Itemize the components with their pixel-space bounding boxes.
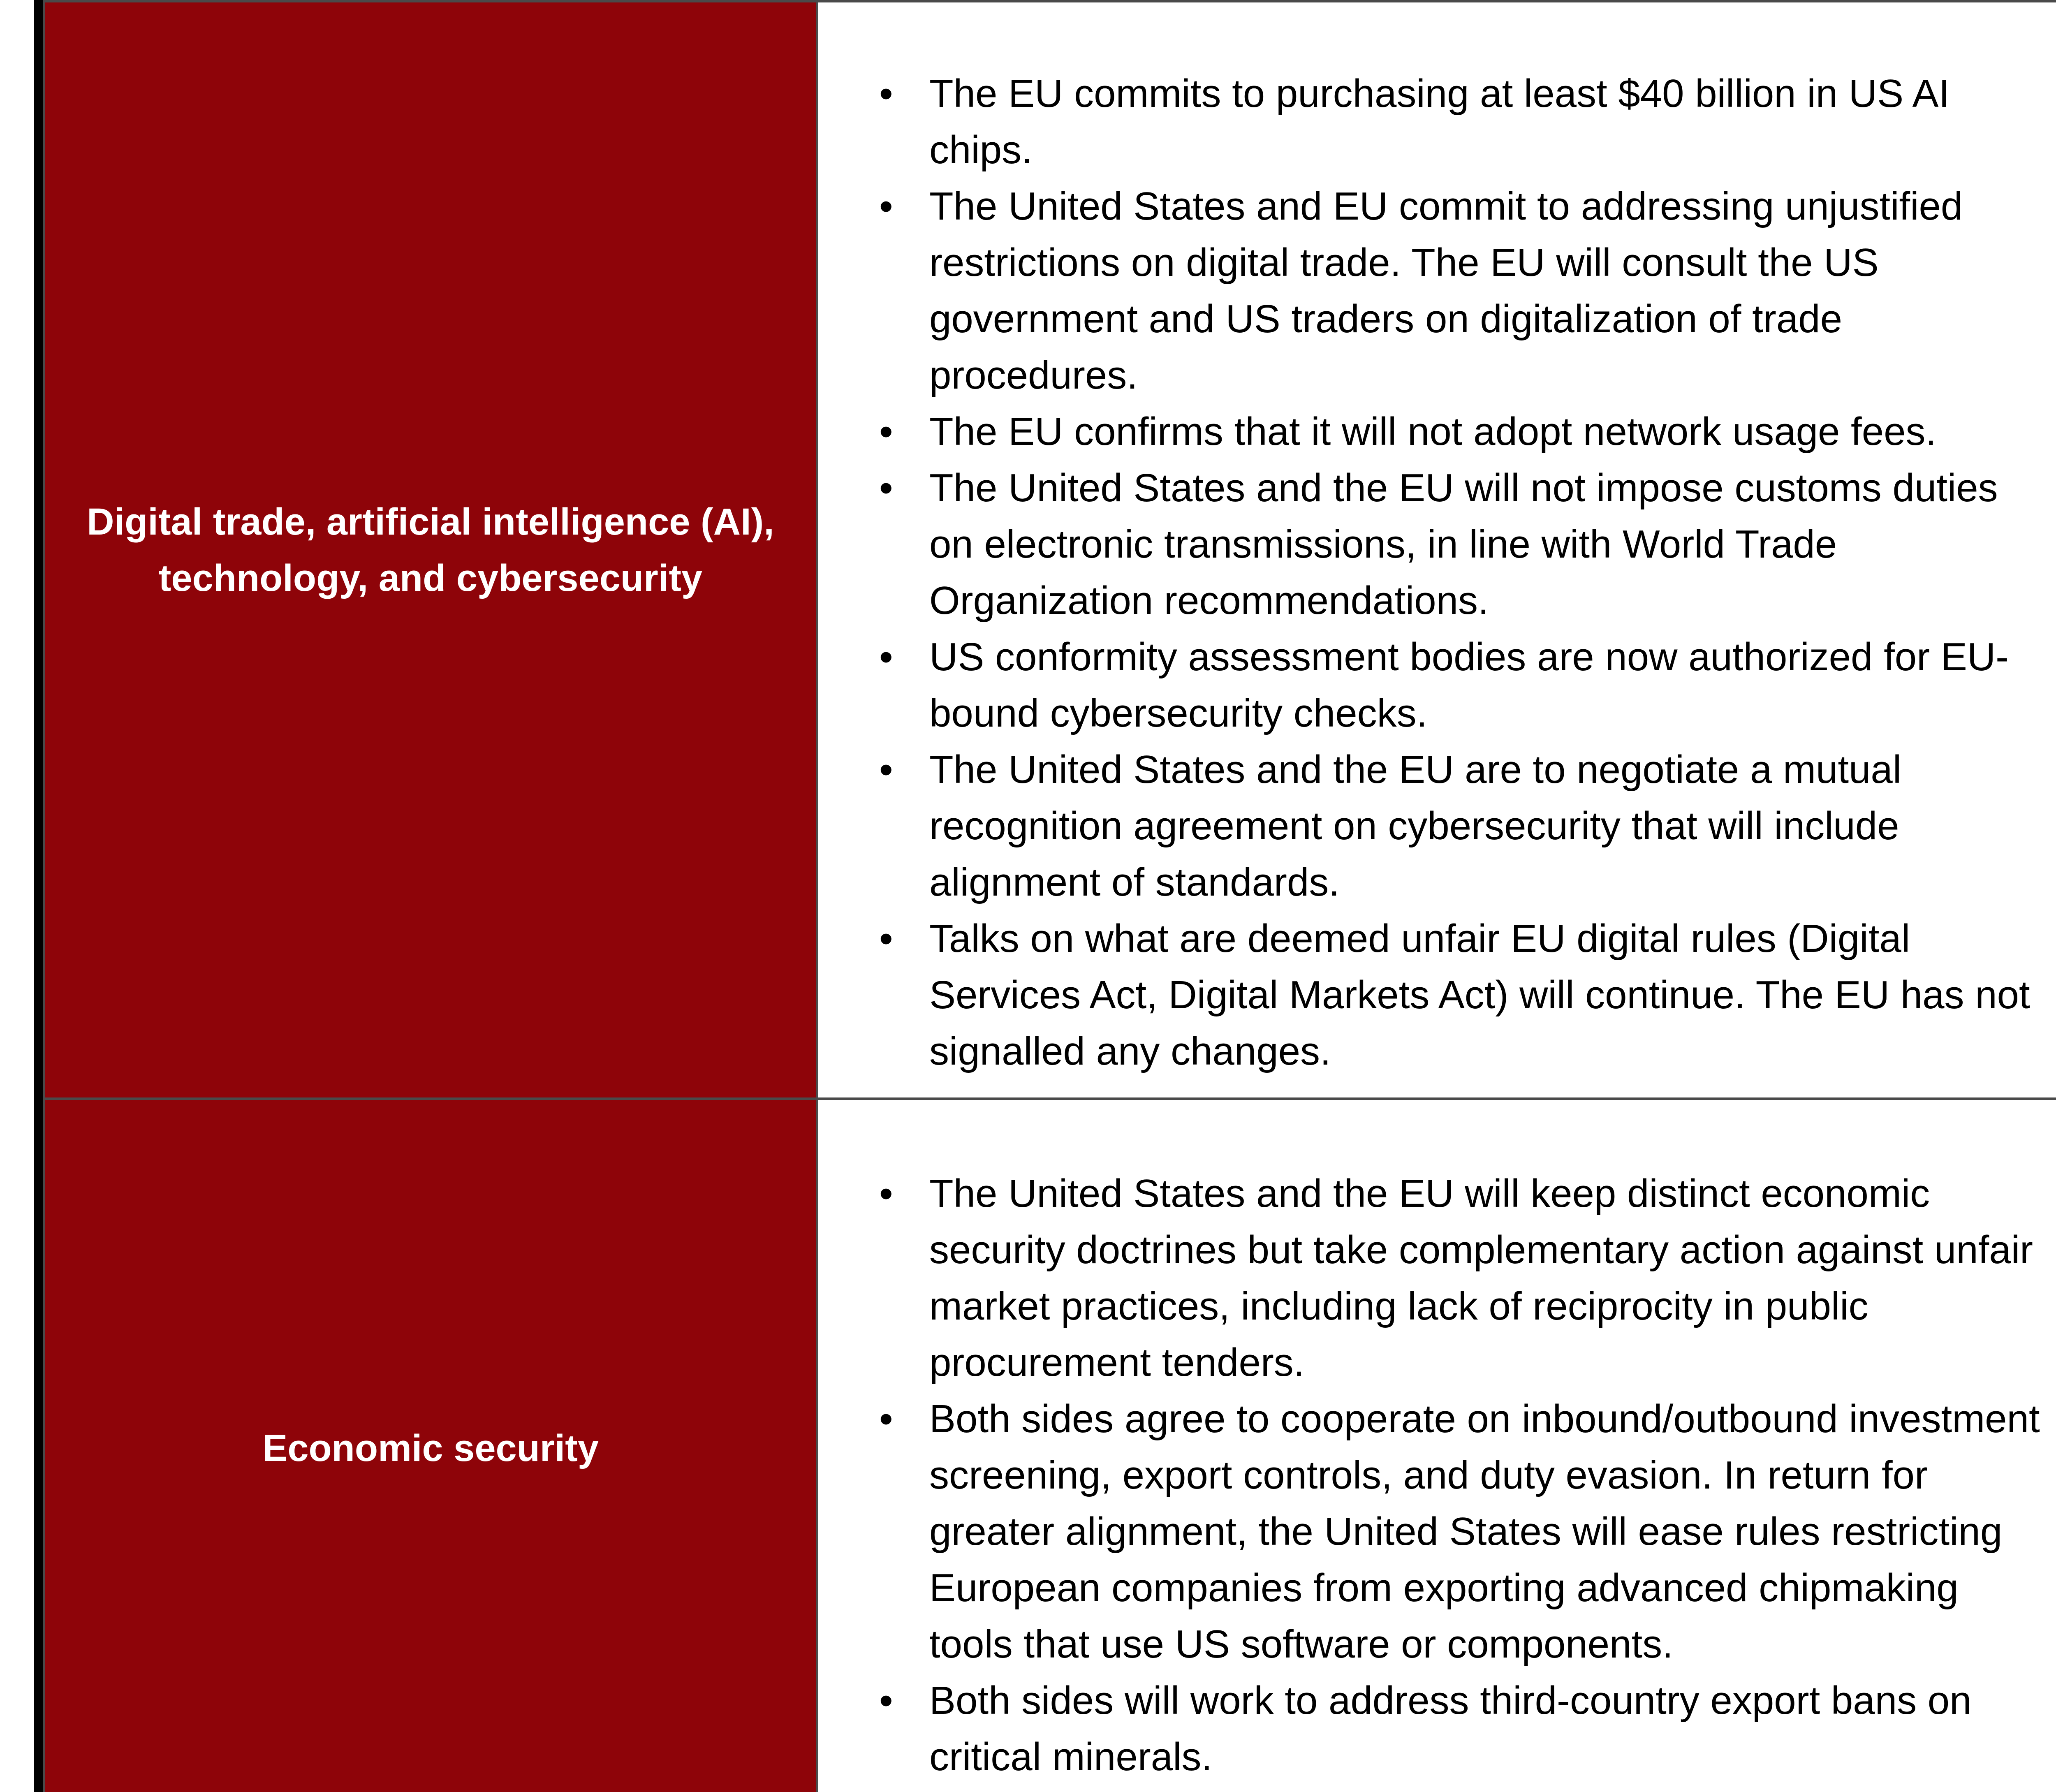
list-item — [879, 1391, 2044, 1672]
list-item-text: The United States and the EU will not impose customs duties on electronic transmissions, in line with World Trade Organization recommendations. — [929, 465, 1998, 623]
list-item-text: The United States and the EU are to negotiate a mutual recognition agreement on cybersecurity that will include alignment of standards. — [929, 747, 1902, 904]
list-item — [879, 1672, 2044, 1785]
bullet-icon: • — [879, 1396, 893, 1441]
list-item-text: US conformity assessment bodies are now authorized for EU-bound cybersecurity checks. — [929, 634, 2009, 735]
topic-cell: Economic security — [44, 1099, 817, 1792]
list-item — [879, 65, 2044, 178]
bullet-icon: • — [879, 747, 893, 792]
bullet-icon: • — [879, 184, 893, 228]
list-item-text: The United States and the EU will keep distinct economic security doctrines but take complementary action against unfair market practices, including lack of reciprocity in public procurement tenders. — [929, 1171, 2033, 1385]
list-item-text: The EU confirms that it will not adopt network usage fees. — [929, 409, 1937, 454]
list-item-text: The EU commits to purchasing at least $40 billion in US AI chips. — [929, 71, 1950, 172]
list-item — [879, 178, 2044, 403]
bullet-icon: • — [879, 1678, 893, 1723]
list-item-text: The United States and EU commit to addressing unjustified restrictions on digital trade. The EU will consult the US government and US traders on digitalization of trade procedures. — [929, 184, 1963, 397]
comparison-table — [43, 0, 2056, 1792]
table-row — [44, 1, 2056, 1099]
list-item — [879, 910, 2044, 1079]
bullet-icon: • — [879, 916, 893, 961]
list-item-text: Talks on what are deemed unfair EU digital rules (Digital Services Act, Digital Markets Act) will continue. The EU has not signalled any changes. — [929, 916, 2030, 1073]
list-item — [879, 741, 2044, 910]
list-item — [879, 1165, 2044, 1391]
bullet-icon: • — [879, 409, 893, 454]
list-item-text: Both sides agree to cooperate on inbound/outbound investment screening, export controls, and duty evasion. In return for greater alignment, the United States will ease rules restricting European companies from exporting advanced chipmaking tools that use US software or components. — [929, 1396, 2040, 1666]
list-item — [879, 629, 2044, 741]
changes-list — [868, 1165, 2044, 1785]
bullet-icon: • — [879, 1171, 893, 1216]
list-item — [879, 403, 2044, 460]
list-item — [879, 460, 2044, 629]
topic-cell: Digital trade, artificial intelligence (AI), technology, and cybersecurity — [44, 1, 817, 1099]
changes-cell — [817, 1, 2056, 1099]
bullet-icon: • — [879, 71, 893, 116]
bullet-icon: • — [879, 465, 893, 510]
list-item-text: Both sides will work to address third-country export bans on critical minerals. — [929, 1678, 1972, 1779]
changes-cell — [817, 1099, 2056, 1792]
table-row — [44, 1099, 2056, 1792]
bullet-icon: • — [879, 634, 893, 679]
changes-list — [868, 65, 2044, 1079]
